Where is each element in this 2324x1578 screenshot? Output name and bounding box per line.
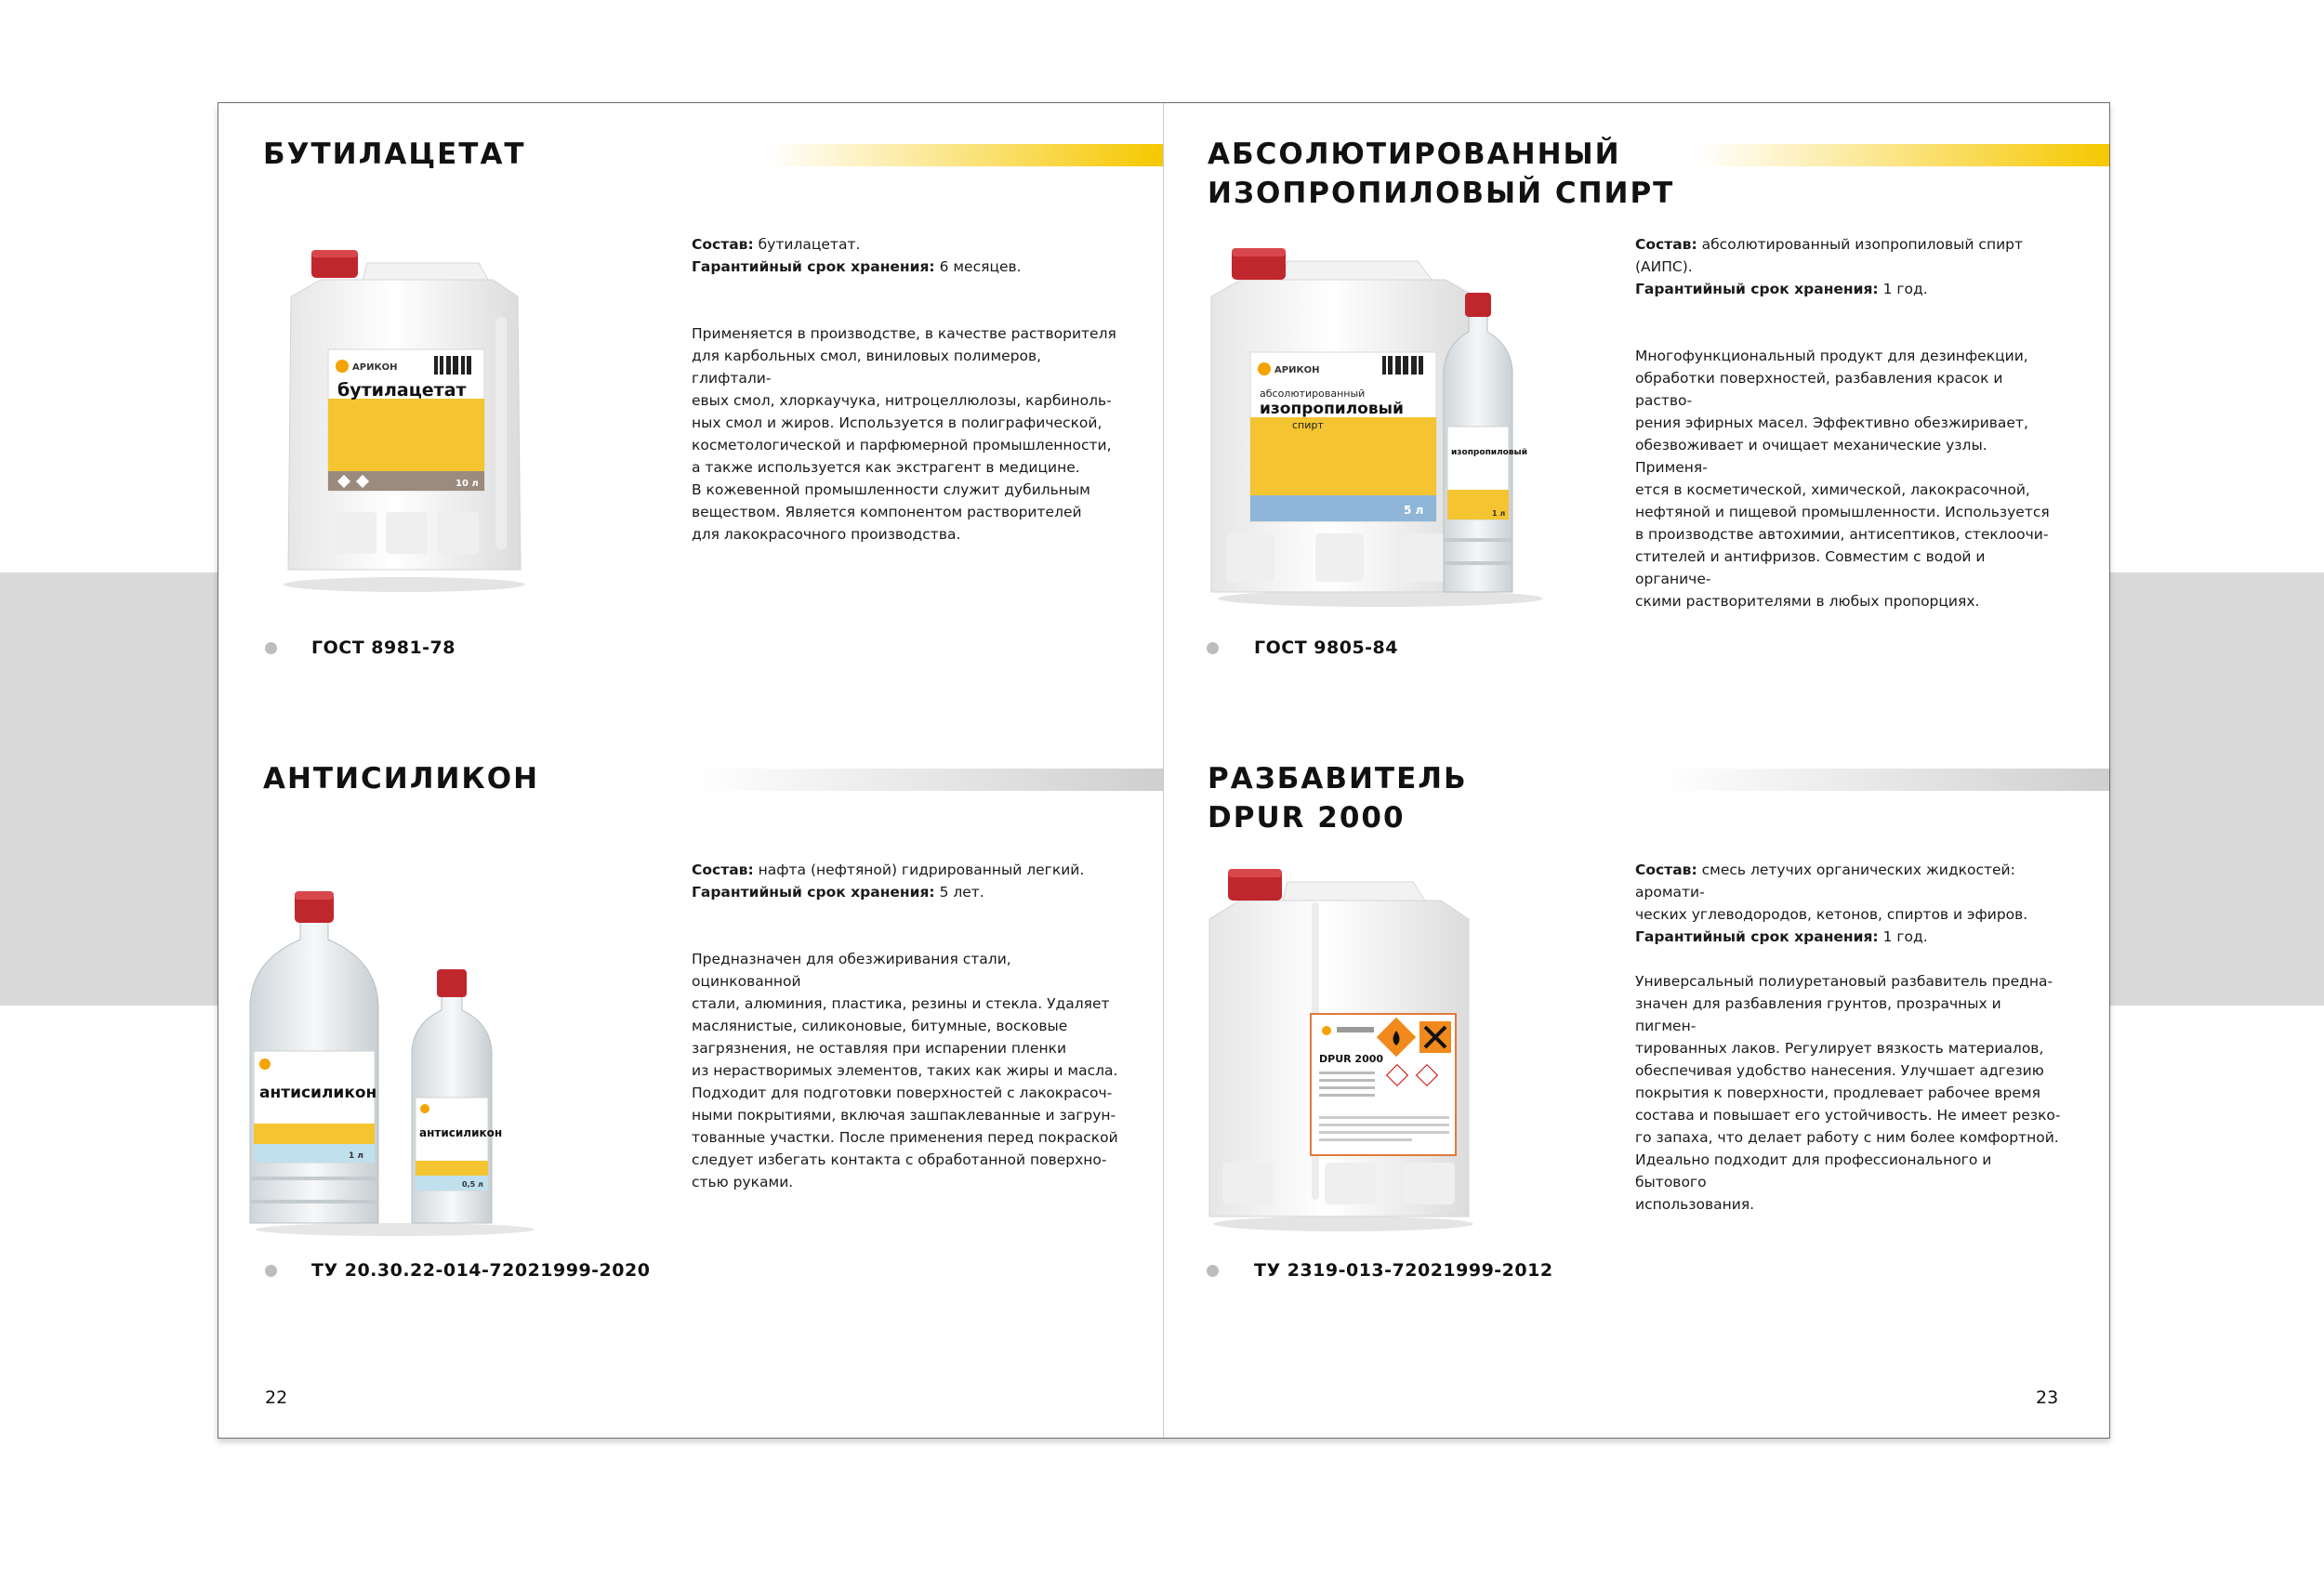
description-line: Идеально подходит для профессионального и бытового: [1635, 1151, 1992, 1190]
description-line: веществом. Является компонентом растворителей: [692, 504, 1082, 520]
description-line: обеспечивая удобство нанесения. Улучшает адгезию: [1635, 1062, 2044, 1079]
product-description-dpur: [1635, 859, 2063, 1216]
title-line: БУТИЛАЦЕТАТ: [263, 138, 526, 171]
bottle-label-volume: 1 л: [1492, 509, 1506, 518]
composition-label: Состав:: [1635, 236, 1697, 253]
description-line: Многофункциональный продукт для дезинфекции,: [1635, 348, 2028, 364]
product-title-antisilicone: [263, 759, 539, 798]
description-line: Подходит для подготовки поверхностей с лакокрасоч-: [692, 1085, 1113, 1101]
title-accent-bar: [1697, 144, 2109, 166]
small-bottle-label-name: антисиликон: [419, 1126, 503, 1139]
composition-value-cont: ческих углеводородов, кетонов, спиртов и эфиров.: [1635, 906, 2028, 923]
description-line: из нерастворимых элементов, таких как жиры и масла.: [692, 1062, 1118, 1079]
page-number-left: 22: [265, 1387, 288, 1408]
brochure-spread: [218, 102, 2110, 1439]
label-volume: 1 л: [349, 1151, 363, 1161]
description-line: тованные участки. После применения перед покраской: [692, 1129, 1118, 1146]
description-line: значен для разбавления грунтов, прозрачных и пигмен-: [1635, 995, 2001, 1034]
standard-code: ГОСТ 9805-84: [1254, 638, 1398, 658]
label-product-name-top: абсолютированный: [1260, 388, 1366, 400]
description-line: Применяется в производстве, в качестве растворителя: [692, 325, 1116, 342]
description-line: евых смол, хлоркаучука, нитроцеллюлозы, карбиноль-: [692, 392, 1112, 409]
description-line: а также используется как экстрагент в медицине.: [692, 459, 1080, 476]
label-brand: АРИКОН: [1274, 365, 1320, 375]
description-line: Предназначен для обезжиривания стали, оцинкованной: [692, 951, 1011, 990]
title-accent-bar: [693, 769, 1163, 791]
description-line: тированных лаков. Регулирует вязкость материалов,: [1635, 1040, 2044, 1057]
label-product-name: изопропиловый: [1260, 400, 1404, 418]
description-line: ными покрытиями, включая зашпаклеванные и загрун-: [692, 1107, 1116, 1124]
product-title-dpur: [1208, 759, 1468, 837]
standard-bullet: [265, 642, 277, 654]
composition-value: бутилацетат.: [758, 236, 861, 253]
label-product-name: DPUR 2000: [1319, 1053, 1384, 1065]
shelf-life-value: 1 год.: [1882, 928, 1928, 945]
product-description-antisilicone: [692, 859, 1119, 1193]
label-product-name-bottom: спирт: [1292, 419, 1324, 431]
standard-code: ГОСТ 8981-78: [311, 638, 456, 658]
small-bottle-label-volume: 0,5 л: [462, 1180, 483, 1189]
shelf-life-value: 5 лет.: [939, 884, 984, 901]
composition-value: смесь летучих органических жидкостей: аромати-: [1635, 861, 2015, 901]
canister-image-butyl-acetate: [265, 243, 544, 599]
description-line: состава и повышает его устойчивость. Не имеет резко-: [1635, 1107, 2061, 1124]
description-line: покрытия к поверхности, продлевает рабочее время: [1635, 1085, 2040, 1101]
composition-label: Состав:: [1635, 861, 1697, 878]
title-line: АНТИСИЛИКОН: [263, 762, 540, 796]
description-line: в производстве автохимии, антисептиков, стеклоочи-: [1635, 526, 2049, 543]
shelf-life-label: Гарантийный срок хранения:: [692, 258, 935, 275]
description-line: стителей и антифризов. Совместим с водой и органиче-: [1635, 548, 1986, 587]
canister-image-dpur: [1204, 865, 1483, 1241]
description-line: го запаха, что делает работу с ним более комфортной.: [1635, 1129, 2059, 1146]
description-line: использования.: [1635, 1196, 1755, 1213]
description-line: для лакокрасочного производства.: [692, 526, 961, 543]
description-line: обезвоживает и очищает механические узлы. Применя-: [1635, 437, 1987, 476]
label-brand: АРИКОН: [352, 362, 398, 373]
description-line: ных смол и жиров. Используется в полиграфической,: [692, 414, 1103, 431]
description-line: нефтяной и пищевой промышленности. Используется: [1635, 504, 2050, 520]
product-title-butyl-acetate: [263, 135, 526, 174]
canister-image-isopropyl: [1204, 241, 1594, 616]
label-volume: 10 л: [456, 479, 479, 489]
title-line: РАЗБАВИТЕЛЬ: [1208, 762, 1468, 796]
standard-bullet: [1207, 1265, 1219, 1277]
description-line: косметологической и парфюмерной промышленности,: [692, 437, 1112, 454]
standard-code: ТУ 20.30.22-014-72021999-2020: [311, 1260, 651, 1281]
page-number-right: 23: [2036, 1387, 2059, 1408]
title-line: ИЗОПРОПИЛОВЫЙ СПИРТ: [1208, 177, 1675, 210]
bottle-label-name: изопропиловый: [1451, 448, 1528, 457]
bottles-image-antisilicone: [246, 865, 553, 1241]
description-line: В кожевенной промышленности служит дубильным: [692, 481, 1090, 498]
description-line: рения эфирных масел. Эффективно обезжиривает,: [1635, 414, 2028, 431]
description-line: стали, алюминия, пластика, резины и стекла. Удаляет: [692, 995, 1110, 1012]
description-line: стью руками.: [692, 1174, 794, 1190]
product-description-butyl-acetate: [692, 233, 1119, 546]
description-line: скими растворителями в любых пропорциях.: [1635, 593, 1980, 610]
composition-label: Состав:: [692, 236, 754, 253]
description-line: для карбольных смол, виниловых полимеров, глифтали-: [692, 348, 1042, 387]
description-line: ется в косметической, химической, лакокрасочной,: [1635, 481, 2030, 498]
composition-value: абсолютированный изопропиловый спирт (АИПС).: [1635, 236, 2024, 275]
title-accent-bar: [1659, 769, 2109, 791]
description-line: маслянистые, силиконовые, битумные, восковые: [692, 1018, 1068, 1034]
standard-bullet: [1207, 642, 1219, 654]
product-title-isopropyl: [1208, 135, 1674, 213]
label-product-name: антисиликон: [259, 1084, 377, 1102]
label-volume: 5 л: [1404, 504, 1424, 517]
title-accent-bar: [767, 144, 1163, 166]
product-description-isopropyl: [1635, 233, 2063, 612]
composition-label: Состав:: [692, 861, 754, 878]
shelf-life-value: 1 год.: [1882, 281, 1928, 297]
shelf-life-label: Гарантийный срок хранения:: [1635, 928, 1879, 945]
composition-value: нафта (нефтяной) гидрированный легкий.: [758, 861, 1085, 878]
description-line: Универсальный полиуретановый разбавитель предна-: [1635, 973, 2053, 990]
description-line: загрязнения, не оставляя при испарении пленки: [692, 1040, 1067, 1057]
shelf-life-label: Гарантийный срок хранения:: [1635, 281, 1879, 297]
title-line: DPUR 2000: [1208, 801, 1406, 835]
title-line: АБСОЛЮТИРОВАННЫЙ: [1208, 138, 1621, 171]
page-fold: [1163, 103, 1164, 1438]
description-line: обработки поверхностей, разбавления красок и раство-: [1635, 370, 2003, 409]
standard-code: ТУ 2319-013-72021999-2012: [1254, 1260, 1553, 1281]
description-line: следует избегать контакта с обработанной поверхно-: [692, 1151, 1107, 1168]
shelf-life-value: 6 месяцев.: [939, 258, 1022, 275]
standard-bullet: [265, 1265, 277, 1277]
label-product-name: бутилацетат: [337, 380, 467, 401]
shelf-life-label: Гарантийный срок хранения:: [692, 884, 935, 901]
